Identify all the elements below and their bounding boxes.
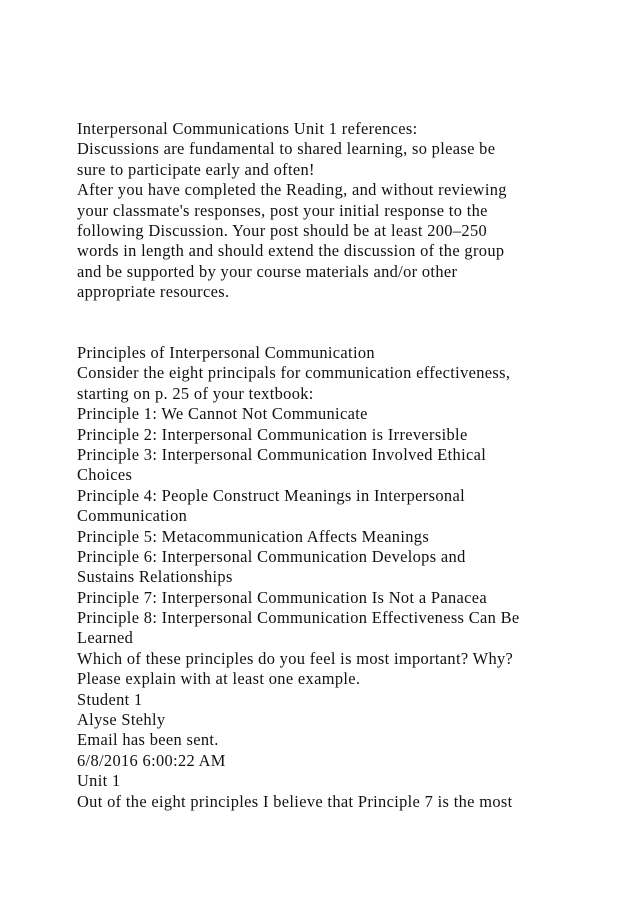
section-heading: Principles of Interpersonal Communication [77,343,375,362]
text-line: your classmate's responses, post your initial response to the [77,200,488,220]
principle-8-cont: Learned [77,628,134,648]
principle-2: Principle 2: Interpersonal Communication is Irreversible [77,424,468,444]
email-status: Email has been sent. [77,730,219,750]
question-line: Please explain with at least one example. [77,669,361,689]
principle-1: Principle 1: We Cannot Not Communicate [77,404,368,424]
text-line: following Discussion. Your post should be at least 200–250 [77,220,488,240]
assignment-instructions [77,119,617,303]
principle-7: Principle 7: Interpersonal Communication Is Not a Panacea [77,587,488,607]
text-line: starting on p. 25 of your textbook: [77,383,314,403]
unit-label: Unit 1 [77,771,121,791]
text-line: words in length and should extend the discussion of the group [77,241,505,261]
question-line: Which of these principles do you feel is most important? Why? [77,648,514,668]
doc-title: Interpersonal Communications Unit 1 references: [77,119,418,138]
principle-5: Principle 5: Metacommunication Affects Meanings [77,526,430,546]
text-line: sure to participate early and often! [77,159,315,179]
text-line: Discussions are fundamental to shared learning, so please be [77,139,496,159]
text-line: Consider the eight principals for communication effectiveness, [77,363,511,383]
text-line: and be supported by your course materials and/or other [77,261,458,281]
student-name: Alyse Stehly [77,710,166,730]
text-line: After you have completed the Reading, and without reviewing [77,180,507,200]
principle-6: Principle 6: Interpersonal Communication Develops and [77,546,466,566]
principle-6-cont: Sustains Relationships [77,567,233,587]
post-timestamp: 6/8/2016 6:00:22 AM [77,750,226,770]
text-line: appropriate resources. [77,282,230,302]
principle-3-cont: Choices [77,465,133,485]
discussion-prompt [77,343,617,812]
principle-8: Principle 8: Interpersonal Communication Effectiveness Can Be [77,608,520,628]
response-text: Out of the eight principles I believe that Principle 7 is the most [77,791,513,811]
principle-4: Principle 4: People Construct Meanings in Interpersonal [77,485,465,505]
principle-4-cont: Communication [77,506,188,526]
principle-3: Principle 3: Interpersonal Communication Involved Ethical [77,444,487,464]
student-label: Student 1 [77,689,143,709]
